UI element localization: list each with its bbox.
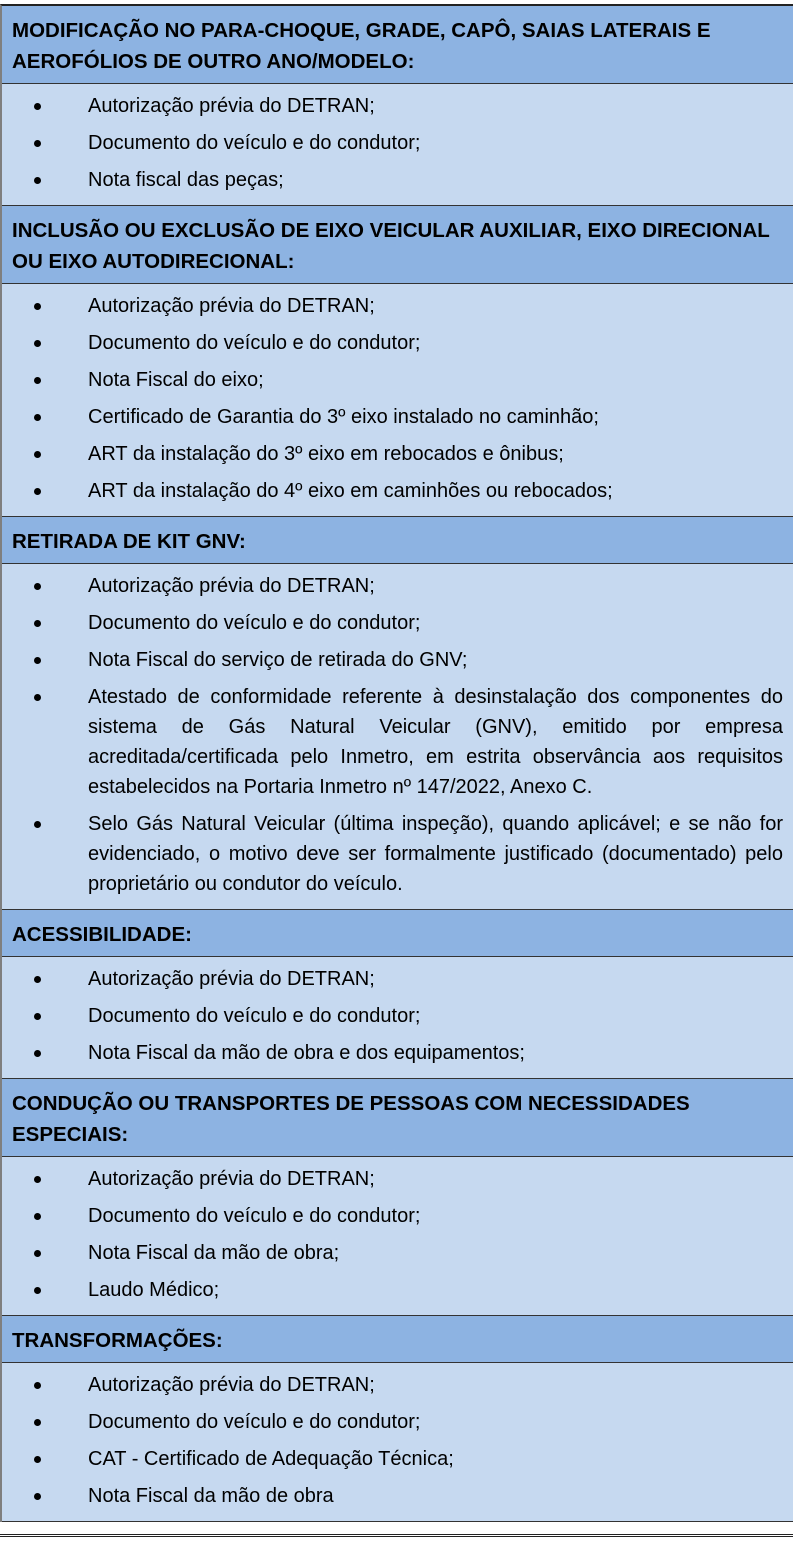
list-item-text: Nota Fiscal da mão de obra e dos equipamentos; xyxy=(88,1042,525,1064)
list-item xyxy=(2,1238,783,1268)
bullet-icon xyxy=(2,1164,88,1194)
list-item-text: CAT - Certificado de Adequação Técnica; xyxy=(88,1448,454,1470)
bullet-icon xyxy=(2,1238,88,1268)
bullet-icon xyxy=(2,1370,88,1400)
list-item xyxy=(2,1444,783,1474)
bullet-icon xyxy=(2,165,88,195)
list-item xyxy=(2,402,783,432)
list-item-text: Autorização prévia do DETRAN; xyxy=(88,1374,375,1396)
list-item-text: Autorização prévia do DETRAN; xyxy=(88,295,375,317)
table-bottom-border xyxy=(0,1534,793,1537)
bullet-icon xyxy=(2,1001,88,1031)
list-item-text: Nota Fiscal do eixo; xyxy=(88,369,264,391)
bullet-icon xyxy=(2,365,88,395)
list-item xyxy=(2,365,783,395)
list-item xyxy=(2,682,783,802)
list-item-text: Autorização prévia do DETRAN; xyxy=(88,1168,375,1190)
section-header: MODIFICAÇÃO NO PARA-CHOQUE, GRADE, CAPÔ, SAIAS LATERAIS E AEROFÓLIOS DE OUTRO ANO/MODELO: xyxy=(2,6,793,84)
list-item-text: Documento do veículo e do condutor; xyxy=(88,332,421,354)
section-body xyxy=(2,957,793,1079)
list-item xyxy=(2,809,783,899)
list-item xyxy=(2,91,783,121)
list-item-text: Nota fiscal das peças; xyxy=(88,169,284,191)
list-item xyxy=(2,128,783,158)
bullet-icon xyxy=(2,571,88,601)
list-item-text: Autorização prévia do DETRAN; xyxy=(88,95,375,117)
bullet-icon xyxy=(2,608,88,638)
list-item-text: Nota Fiscal do serviço de retirada do GNV; xyxy=(88,649,468,671)
bullet-icon xyxy=(2,1407,88,1437)
bullet-icon xyxy=(2,964,88,994)
list-item-text: Certificado de Garantia do 3º eixo instalado no caminhão; xyxy=(88,406,599,428)
list-item-text: Laudo Médico; xyxy=(88,1279,220,1301)
list-item-text: ART da instalação do 4º eixo em caminhões ou rebocados; xyxy=(88,480,613,502)
list-item xyxy=(2,645,783,675)
bullet-icon xyxy=(2,128,88,158)
list-item-text: Documento do veículo e do condutor; xyxy=(88,1205,421,1227)
list-item xyxy=(2,328,783,358)
section-header: RETIRADA DE KIT GNV: xyxy=(2,517,793,564)
list-item xyxy=(2,1038,783,1068)
section-body xyxy=(2,564,793,910)
section-header: INCLUSÃO OU EXCLUSÃO DE EIXO VEICULAR AUXILIAR, EIXO DIRECIONAL OU EIXO AUTODIRECIONAL: xyxy=(2,206,793,284)
list-item xyxy=(2,439,783,469)
list-item xyxy=(2,1001,783,1031)
bullet-icon xyxy=(2,809,88,899)
list-item xyxy=(2,476,783,506)
list-item-text: Documento do veículo e do condutor; xyxy=(88,1411,421,1433)
section-header: CONDUÇÃO OU TRANSPORTES DE PESSOAS COM NECESSIDADES ESPECIAIS: xyxy=(2,1079,793,1157)
list-item xyxy=(2,571,783,601)
section-header: ACESSIBILIDADE: xyxy=(2,910,793,957)
list-item-text: Documento do veículo e do condutor; xyxy=(88,612,421,634)
requirements-table xyxy=(0,4,793,1522)
list-item-text: Documento do veículo e do condutor; xyxy=(88,1005,421,1027)
list-item-text: ART da instalação do 3º eixo em rebocados e ônibus; xyxy=(88,443,564,465)
bullet-icon xyxy=(2,682,88,802)
section-body xyxy=(2,1363,793,1522)
list-item-text: Selo Gás Natural Veicular (última inspeção), quando aplicável; e se não for evidenciado, o motivo deve ser formalmente justificado (documentado) pelo proprietário ou condutor do veículo. xyxy=(88,813,783,895)
bullet-icon xyxy=(2,476,88,506)
list-item xyxy=(2,1481,783,1511)
section-body xyxy=(2,1157,793,1316)
bullet-icon xyxy=(2,439,88,469)
bullet-icon xyxy=(2,645,88,675)
list-item-text: Nota Fiscal da mão de obra xyxy=(88,1485,334,1507)
list-item xyxy=(2,964,783,994)
list-item-text: Nota Fiscal da mão de obra; xyxy=(88,1242,340,1264)
list-item xyxy=(2,1164,783,1194)
bullet-icon xyxy=(2,1481,88,1511)
list-item-text: Atestado de conformidade referente à desinstalação dos componentes do sistema de Gás Natural Veicular (GNV), emitido por empresa acreditada/certificada pelo Inmetro, em estrita observância aos requisitos estabelecidos na Portaria Inmetro nº 147/2022, Anexo C. xyxy=(88,686,783,798)
list-item xyxy=(2,1370,783,1400)
bullet-icon xyxy=(2,328,88,358)
list-item-text: Autorização prévia do DETRAN; xyxy=(88,968,375,990)
bullet-icon xyxy=(2,402,88,432)
bullet-icon xyxy=(2,1275,88,1305)
list-item xyxy=(2,1275,783,1305)
section-body xyxy=(2,84,793,206)
bullet-icon xyxy=(2,291,88,321)
section-header: TRANSFORMAÇÕES: xyxy=(2,1316,793,1363)
list-item xyxy=(2,1201,783,1231)
bullet-icon xyxy=(2,1444,88,1474)
bullet-icon xyxy=(2,1201,88,1231)
list-item xyxy=(2,1407,783,1437)
list-item xyxy=(2,165,783,195)
list-item xyxy=(2,608,783,638)
section-body xyxy=(2,284,793,517)
list-item xyxy=(2,291,783,321)
list-item-text: Autorização prévia do DETRAN; xyxy=(88,575,375,597)
list-item-text: Documento do veículo e do condutor; xyxy=(88,132,421,154)
bullet-icon xyxy=(2,91,88,121)
bullet-icon xyxy=(2,1038,88,1068)
